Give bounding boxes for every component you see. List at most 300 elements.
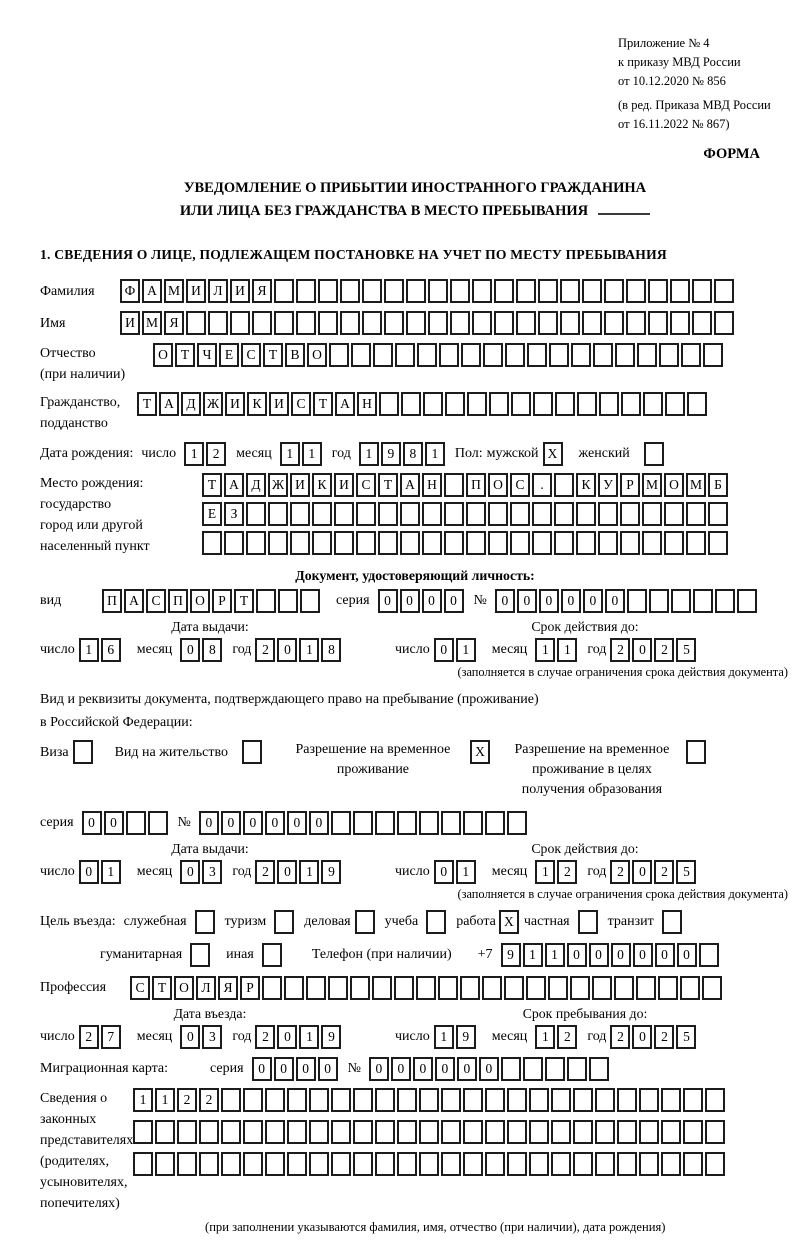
char-cell[interactable] bbox=[441, 1088, 461, 1112]
char-cell[interactable]: Т bbox=[234, 589, 254, 613]
char-cell[interactable] bbox=[649, 589, 669, 613]
char-cell[interactable] bbox=[573, 1120, 593, 1144]
char-cell[interactable]: 2 bbox=[654, 1025, 674, 1049]
char-cell[interactable] bbox=[595, 1120, 615, 1144]
char-cell[interactable] bbox=[243, 1120, 263, 1144]
char-cell[interactable] bbox=[665, 392, 685, 416]
char-cell[interactable] bbox=[428, 279, 448, 303]
char-cell[interactable] bbox=[737, 589, 757, 613]
char-cell[interactable]: 0 bbox=[265, 811, 285, 835]
char-cell[interactable] bbox=[353, 1120, 373, 1144]
char-cell[interactable] bbox=[375, 811, 395, 835]
char-cell[interactable]: 0 bbox=[277, 638, 297, 662]
char-cell[interactable] bbox=[483, 343, 503, 367]
char-cell[interactable] bbox=[329, 343, 349, 367]
char-cell[interactable] bbox=[155, 1152, 175, 1176]
char-cell[interactable]: 0 bbox=[561, 589, 581, 613]
char-cell[interactable]: М bbox=[142, 311, 162, 335]
char-cell[interactable] bbox=[268, 502, 288, 526]
char-cell[interactable]: А bbox=[335, 392, 355, 416]
char-cell[interactable]: 1 bbox=[299, 860, 319, 884]
char-cell[interactable] bbox=[708, 502, 728, 526]
char-cell[interactable]: Я bbox=[218, 976, 238, 1000]
char-cell[interactable]: 0 bbox=[277, 860, 297, 884]
char-cell[interactable]: М bbox=[164, 279, 184, 303]
char-cell[interactable]: X bbox=[470, 740, 490, 764]
char-cell[interactable]: Я bbox=[164, 311, 184, 335]
char-cell[interactable] bbox=[485, 811, 505, 835]
char-cell[interactable] bbox=[554, 531, 574, 555]
char-cell[interactable] bbox=[578, 910, 598, 934]
char-cell[interactable] bbox=[715, 589, 735, 613]
char-cell[interactable] bbox=[331, 1088, 351, 1112]
char-cell[interactable]: 0 bbox=[434, 638, 454, 662]
char-cell[interactable] bbox=[467, 392, 487, 416]
char-cell[interactable] bbox=[445, 392, 465, 416]
char-cell[interactable]: Ф bbox=[120, 279, 140, 303]
char-cell[interactable] bbox=[604, 279, 624, 303]
char-cell[interactable] bbox=[523, 1057, 543, 1081]
char-cell[interactable] bbox=[328, 976, 348, 1000]
char-cell[interactable]: А bbox=[224, 473, 244, 497]
char-cell[interactable] bbox=[155, 1120, 175, 1144]
char-cell[interactable] bbox=[306, 976, 326, 1000]
char-cell[interactable]: 0 bbox=[277, 1025, 297, 1049]
char-cell[interactable] bbox=[397, 1088, 417, 1112]
char-cell[interactable]: О bbox=[190, 589, 210, 613]
char-cell[interactable] bbox=[639, 1152, 659, 1176]
char-cell[interactable]: 5 bbox=[676, 638, 696, 662]
char-cell[interactable]: 0 bbox=[605, 589, 625, 613]
char-cell[interactable]: Н bbox=[422, 473, 442, 497]
char-cell[interactable] bbox=[573, 1152, 593, 1176]
char-cell[interactable] bbox=[296, 279, 316, 303]
char-cell[interactable]: 0 bbox=[583, 589, 603, 613]
char-cell[interactable] bbox=[554, 502, 574, 526]
char-cell[interactable] bbox=[274, 311, 294, 335]
char-cell[interactable] bbox=[199, 1120, 219, 1144]
char-cell[interactable] bbox=[400, 531, 420, 555]
char-cell[interactable]: 5 bbox=[676, 860, 696, 884]
char-cell[interactable]: 1 bbox=[523, 943, 543, 967]
char-cell[interactable] bbox=[362, 311, 382, 335]
char-cell[interactable]: 8 bbox=[321, 638, 341, 662]
char-cell[interactable] bbox=[551, 1152, 571, 1176]
char-cell[interactable] bbox=[489, 392, 509, 416]
char-cell[interactable] bbox=[642, 531, 662, 555]
char-cell[interactable] bbox=[221, 1088, 241, 1112]
char-cell[interactable] bbox=[680, 976, 700, 1000]
char-cell[interactable] bbox=[532, 531, 552, 555]
char-cell[interactable]: А bbox=[159, 392, 179, 416]
char-cell[interactable]: 0 bbox=[495, 589, 515, 613]
char-cell[interactable] bbox=[507, 1120, 527, 1144]
char-cell[interactable] bbox=[604, 311, 624, 335]
char-cell[interactable] bbox=[246, 531, 266, 555]
char-cell[interactable] bbox=[406, 311, 426, 335]
char-cell[interactable] bbox=[705, 1152, 725, 1176]
char-cell[interactable] bbox=[416, 976, 436, 1000]
char-cell[interactable]: 0 bbox=[79, 860, 99, 884]
char-cell[interactable]: Т bbox=[202, 473, 222, 497]
char-cell[interactable] bbox=[621, 392, 641, 416]
char-cell[interactable]: 0 bbox=[632, 638, 652, 662]
char-cell[interactable]: 0 bbox=[611, 943, 631, 967]
char-cell[interactable] bbox=[670, 279, 690, 303]
char-cell[interactable] bbox=[340, 311, 360, 335]
char-cell[interactable]: 0 bbox=[274, 1057, 294, 1081]
char-cell[interactable]: 0 bbox=[378, 589, 398, 613]
char-cell[interactable]: П bbox=[466, 473, 486, 497]
char-cell[interactable] bbox=[460, 976, 480, 1000]
char-cell[interactable] bbox=[268, 531, 288, 555]
char-cell[interactable]: Т bbox=[313, 392, 333, 416]
char-cell[interactable] bbox=[221, 1120, 241, 1144]
char-cell[interactable]: О bbox=[488, 473, 508, 497]
char-cell[interactable] bbox=[526, 976, 546, 1000]
char-cell[interactable]: 2 bbox=[255, 638, 275, 662]
char-cell[interactable]: С bbox=[146, 589, 166, 613]
char-cell[interactable]: К bbox=[247, 392, 267, 416]
char-cell[interactable]: 0 bbox=[632, 860, 652, 884]
char-cell[interactable] bbox=[296, 311, 316, 335]
char-cell[interactable] bbox=[400, 502, 420, 526]
char-cell[interactable]: А bbox=[124, 589, 144, 613]
char-cell[interactable]: 9 bbox=[456, 1025, 476, 1049]
char-cell[interactable] bbox=[441, 1120, 461, 1144]
char-cell[interactable]: И bbox=[334, 473, 354, 497]
char-cell[interactable]: Ч bbox=[197, 343, 217, 367]
char-cell[interactable] bbox=[397, 1120, 417, 1144]
char-cell[interactable] bbox=[708, 531, 728, 555]
char-cell[interactable] bbox=[529, 1088, 549, 1112]
char-cell[interactable] bbox=[548, 976, 568, 1000]
char-cell[interactable] bbox=[133, 1120, 153, 1144]
char-cell[interactable] bbox=[582, 279, 602, 303]
char-cell[interactable] bbox=[422, 531, 442, 555]
char-cell[interactable]: 2 bbox=[255, 1025, 275, 1049]
char-cell[interactable] bbox=[577, 392, 597, 416]
char-cell[interactable] bbox=[620, 531, 640, 555]
char-cell[interactable]: 1 bbox=[557, 638, 577, 662]
char-cell[interactable] bbox=[373, 343, 393, 367]
char-cell[interactable] bbox=[598, 502, 618, 526]
char-cell[interactable] bbox=[309, 1120, 329, 1144]
char-cell[interactable] bbox=[426, 910, 446, 934]
char-cell[interactable]: X bbox=[543, 442, 563, 466]
char-cell[interactable] bbox=[441, 1152, 461, 1176]
char-cell[interactable]: И bbox=[269, 392, 289, 416]
char-cell[interactable]: 0 bbox=[180, 860, 200, 884]
char-cell[interactable] bbox=[242, 740, 262, 764]
char-cell[interactable] bbox=[703, 343, 723, 367]
char-cell[interactable] bbox=[637, 343, 657, 367]
char-cell[interactable] bbox=[516, 279, 536, 303]
char-cell[interactable]: М bbox=[686, 473, 706, 497]
char-cell[interactable] bbox=[384, 279, 404, 303]
char-cell[interactable] bbox=[555, 392, 575, 416]
char-cell[interactable]: 0 bbox=[677, 943, 697, 967]
char-cell[interactable] bbox=[589, 1057, 609, 1081]
char-cell[interactable]: К bbox=[312, 473, 332, 497]
char-cell[interactable] bbox=[378, 502, 398, 526]
char-cell[interactable] bbox=[485, 1120, 505, 1144]
char-cell[interactable]: Л bbox=[196, 976, 216, 1000]
char-cell[interactable]: 1 bbox=[456, 860, 476, 884]
char-cell[interactable] bbox=[686, 502, 706, 526]
char-cell[interactable] bbox=[648, 311, 668, 335]
char-cell[interactable] bbox=[702, 976, 722, 1000]
char-cell[interactable]: 1 bbox=[280, 442, 300, 466]
char-cell[interactable] bbox=[482, 976, 502, 1000]
char-cell[interactable] bbox=[627, 589, 647, 613]
char-cell[interactable] bbox=[463, 1120, 483, 1144]
char-cell[interactable] bbox=[661, 1088, 681, 1112]
char-cell[interactable] bbox=[287, 1120, 307, 1144]
char-cell[interactable]: 1 bbox=[79, 638, 99, 662]
char-cell[interactable] bbox=[692, 311, 712, 335]
char-cell[interactable] bbox=[670, 311, 690, 335]
char-cell[interactable] bbox=[693, 589, 713, 613]
char-cell[interactable] bbox=[705, 1120, 725, 1144]
char-cell[interactable] bbox=[620, 502, 640, 526]
char-cell[interactable]: 1 bbox=[299, 1025, 319, 1049]
char-cell[interactable] bbox=[639, 1088, 659, 1112]
char-cell[interactable] bbox=[507, 811, 527, 835]
char-cell[interactable]: 0 bbox=[655, 943, 675, 967]
char-cell[interactable]: 1 bbox=[545, 943, 565, 967]
char-cell[interactable]: К bbox=[576, 473, 596, 497]
char-cell[interactable]: И bbox=[186, 279, 206, 303]
char-cell[interactable]: Е bbox=[202, 502, 222, 526]
char-cell[interactable] bbox=[309, 1088, 329, 1112]
char-cell[interactable] bbox=[384, 311, 404, 335]
char-cell[interactable] bbox=[593, 343, 613, 367]
char-cell[interactable] bbox=[595, 1088, 615, 1112]
char-cell[interactable] bbox=[599, 392, 619, 416]
char-cell[interactable]: С bbox=[510, 473, 530, 497]
char-cell[interactable]: И bbox=[290, 473, 310, 497]
char-cell[interactable] bbox=[243, 1088, 263, 1112]
char-cell[interactable] bbox=[177, 1120, 197, 1144]
char-cell[interactable]: Я bbox=[252, 279, 272, 303]
char-cell[interactable] bbox=[614, 976, 634, 1000]
char-cell[interactable]: 1 bbox=[456, 638, 476, 662]
char-cell[interactable] bbox=[626, 311, 646, 335]
char-cell[interactable] bbox=[375, 1152, 395, 1176]
char-cell[interactable]: 2 bbox=[557, 860, 577, 884]
char-cell[interactable] bbox=[356, 502, 376, 526]
char-cell[interactable]: 3 bbox=[202, 1025, 222, 1049]
char-cell[interactable] bbox=[208, 311, 228, 335]
char-cell[interactable] bbox=[472, 279, 492, 303]
char-cell[interactable]: 1 bbox=[299, 638, 319, 662]
char-cell[interactable]: И bbox=[230, 279, 250, 303]
char-cell[interactable] bbox=[351, 343, 371, 367]
char-cell[interactable]: Р bbox=[212, 589, 232, 613]
char-cell[interactable] bbox=[661, 1120, 681, 1144]
char-cell[interactable]: П bbox=[168, 589, 188, 613]
char-cell[interactable] bbox=[714, 311, 734, 335]
char-cell[interactable] bbox=[340, 279, 360, 303]
char-cell[interactable] bbox=[567, 1057, 587, 1081]
char-cell[interactable] bbox=[644, 442, 664, 466]
char-cell[interactable] bbox=[334, 502, 354, 526]
char-cell[interactable]: З bbox=[224, 502, 244, 526]
char-cell[interactable]: 0 bbox=[517, 589, 537, 613]
char-cell[interactable] bbox=[664, 531, 684, 555]
char-cell[interactable] bbox=[551, 1120, 571, 1144]
char-cell[interactable]: О bbox=[307, 343, 327, 367]
char-cell[interactable]: 2 bbox=[206, 442, 226, 466]
char-cell[interactable] bbox=[195, 910, 215, 934]
char-cell[interactable]: 0 bbox=[180, 638, 200, 662]
char-cell[interactable]: С bbox=[356, 473, 376, 497]
char-cell[interactable]: 9 bbox=[321, 860, 341, 884]
char-cell[interactable] bbox=[419, 1120, 439, 1144]
char-cell[interactable] bbox=[529, 1120, 549, 1144]
char-cell[interactable] bbox=[274, 279, 294, 303]
char-cell[interactable]: 0 bbox=[435, 1057, 455, 1081]
char-cell[interactable] bbox=[664, 502, 684, 526]
char-cell[interactable] bbox=[350, 976, 370, 1000]
char-cell[interactable]: 0 bbox=[413, 1057, 433, 1081]
char-cell[interactable] bbox=[439, 343, 459, 367]
char-cell[interactable] bbox=[362, 279, 382, 303]
char-cell[interactable] bbox=[318, 279, 338, 303]
char-cell[interactable] bbox=[686, 740, 706, 764]
char-cell[interactable]: А bbox=[400, 473, 420, 497]
char-cell[interactable]: 1 bbox=[133, 1088, 153, 1112]
char-cell[interactable]: Р bbox=[620, 473, 640, 497]
char-cell[interactable]: X bbox=[499, 910, 519, 934]
char-cell[interactable] bbox=[461, 343, 481, 367]
char-cell[interactable] bbox=[683, 1152, 703, 1176]
char-cell[interactable] bbox=[252, 311, 272, 335]
char-cell[interactable]: 0 bbox=[479, 1057, 499, 1081]
char-cell[interactable]: . bbox=[532, 473, 552, 497]
char-cell[interactable]: 0 bbox=[252, 1057, 272, 1081]
char-cell[interactable] bbox=[639, 1120, 659, 1144]
char-cell[interactable] bbox=[573, 1088, 593, 1112]
char-cell[interactable] bbox=[353, 1152, 373, 1176]
char-cell[interactable]: Ж bbox=[268, 473, 288, 497]
char-cell[interactable]: О bbox=[174, 976, 194, 1000]
char-cell[interactable] bbox=[504, 976, 524, 1000]
char-cell[interactable]: 2 bbox=[255, 860, 275, 884]
char-cell[interactable]: А bbox=[142, 279, 162, 303]
char-cell[interactable] bbox=[595, 1152, 615, 1176]
char-cell[interactable] bbox=[221, 1152, 241, 1176]
char-cell[interactable]: 0 bbox=[199, 811, 219, 835]
char-cell[interactable] bbox=[636, 976, 656, 1000]
char-cell[interactable] bbox=[379, 392, 399, 416]
char-cell[interactable]: С bbox=[130, 976, 150, 1000]
char-cell[interactable] bbox=[450, 311, 470, 335]
char-cell[interactable] bbox=[683, 1088, 703, 1112]
char-cell[interactable] bbox=[658, 976, 678, 1000]
char-cell[interactable] bbox=[287, 1088, 307, 1112]
char-cell[interactable] bbox=[290, 531, 310, 555]
char-cell[interactable] bbox=[395, 343, 415, 367]
char-cell[interactable] bbox=[472, 311, 492, 335]
char-cell[interactable] bbox=[699, 943, 719, 967]
char-cell[interactable] bbox=[554, 473, 574, 497]
char-cell[interactable]: 2 bbox=[654, 860, 674, 884]
char-cell[interactable] bbox=[617, 1088, 637, 1112]
char-cell[interactable] bbox=[463, 1088, 483, 1112]
char-cell[interactable] bbox=[538, 279, 558, 303]
char-cell[interactable] bbox=[686, 531, 706, 555]
char-cell[interactable]: 0 bbox=[296, 1057, 316, 1081]
char-cell[interactable] bbox=[355, 910, 375, 934]
char-cell[interactable]: 0 bbox=[391, 1057, 411, 1081]
char-cell[interactable] bbox=[287, 1152, 307, 1176]
char-cell[interactable] bbox=[516, 311, 536, 335]
char-cell[interactable]: 2 bbox=[610, 1025, 630, 1049]
char-cell[interactable] bbox=[331, 1120, 351, 1144]
char-cell[interactable] bbox=[466, 531, 486, 555]
char-cell[interactable] bbox=[549, 343, 569, 367]
char-cell[interactable]: 1 bbox=[359, 442, 379, 466]
char-cell[interactable] bbox=[419, 811, 439, 835]
char-cell[interactable] bbox=[683, 1120, 703, 1144]
char-cell[interactable] bbox=[466, 502, 486, 526]
char-cell[interactable]: Б bbox=[708, 473, 728, 497]
char-cell[interactable] bbox=[290, 502, 310, 526]
char-cell[interactable]: 8 bbox=[202, 638, 222, 662]
char-cell[interactable] bbox=[626, 279, 646, 303]
char-cell[interactable] bbox=[705, 1088, 725, 1112]
char-cell[interactable] bbox=[331, 811, 351, 835]
char-cell[interactable]: 0 bbox=[104, 811, 124, 835]
char-cell[interactable]: 8 bbox=[403, 442, 423, 466]
char-cell[interactable]: 1 bbox=[302, 442, 322, 466]
char-cell[interactable] bbox=[511, 392, 531, 416]
char-cell[interactable]: Д bbox=[181, 392, 201, 416]
char-cell[interactable]: С bbox=[241, 343, 261, 367]
char-cell[interactable]: В bbox=[285, 343, 305, 367]
char-cell[interactable] bbox=[592, 976, 612, 1000]
char-cell[interactable] bbox=[615, 343, 635, 367]
char-cell[interactable] bbox=[444, 473, 464, 497]
char-cell[interactable] bbox=[265, 1120, 285, 1144]
char-cell[interactable]: 0 bbox=[369, 1057, 389, 1081]
char-cell[interactable] bbox=[262, 943, 282, 967]
char-cell[interactable] bbox=[488, 531, 508, 555]
char-cell[interactable] bbox=[300, 589, 320, 613]
char-cell[interactable]: 0 bbox=[318, 1057, 338, 1081]
char-cell[interactable] bbox=[73, 740, 93, 764]
char-cell[interactable] bbox=[488, 502, 508, 526]
char-cell[interactable] bbox=[598, 531, 618, 555]
char-cell[interactable] bbox=[643, 392, 663, 416]
char-cell[interactable]: 0 bbox=[444, 589, 464, 613]
char-cell[interactable] bbox=[505, 343, 525, 367]
char-cell[interactable]: 0 bbox=[434, 860, 454, 884]
char-cell[interactable]: О bbox=[664, 473, 684, 497]
char-cell[interactable] bbox=[419, 1088, 439, 1112]
char-cell[interactable] bbox=[494, 311, 514, 335]
char-cell[interactable]: Т bbox=[263, 343, 283, 367]
char-cell[interactable] bbox=[659, 343, 679, 367]
char-cell[interactable] bbox=[230, 311, 250, 335]
char-cell[interactable] bbox=[312, 502, 332, 526]
char-cell[interactable] bbox=[617, 1120, 637, 1144]
char-cell[interactable]: 2 bbox=[557, 1025, 577, 1049]
char-cell[interactable]: 0 bbox=[457, 1057, 477, 1081]
char-cell[interactable]: С bbox=[291, 392, 311, 416]
